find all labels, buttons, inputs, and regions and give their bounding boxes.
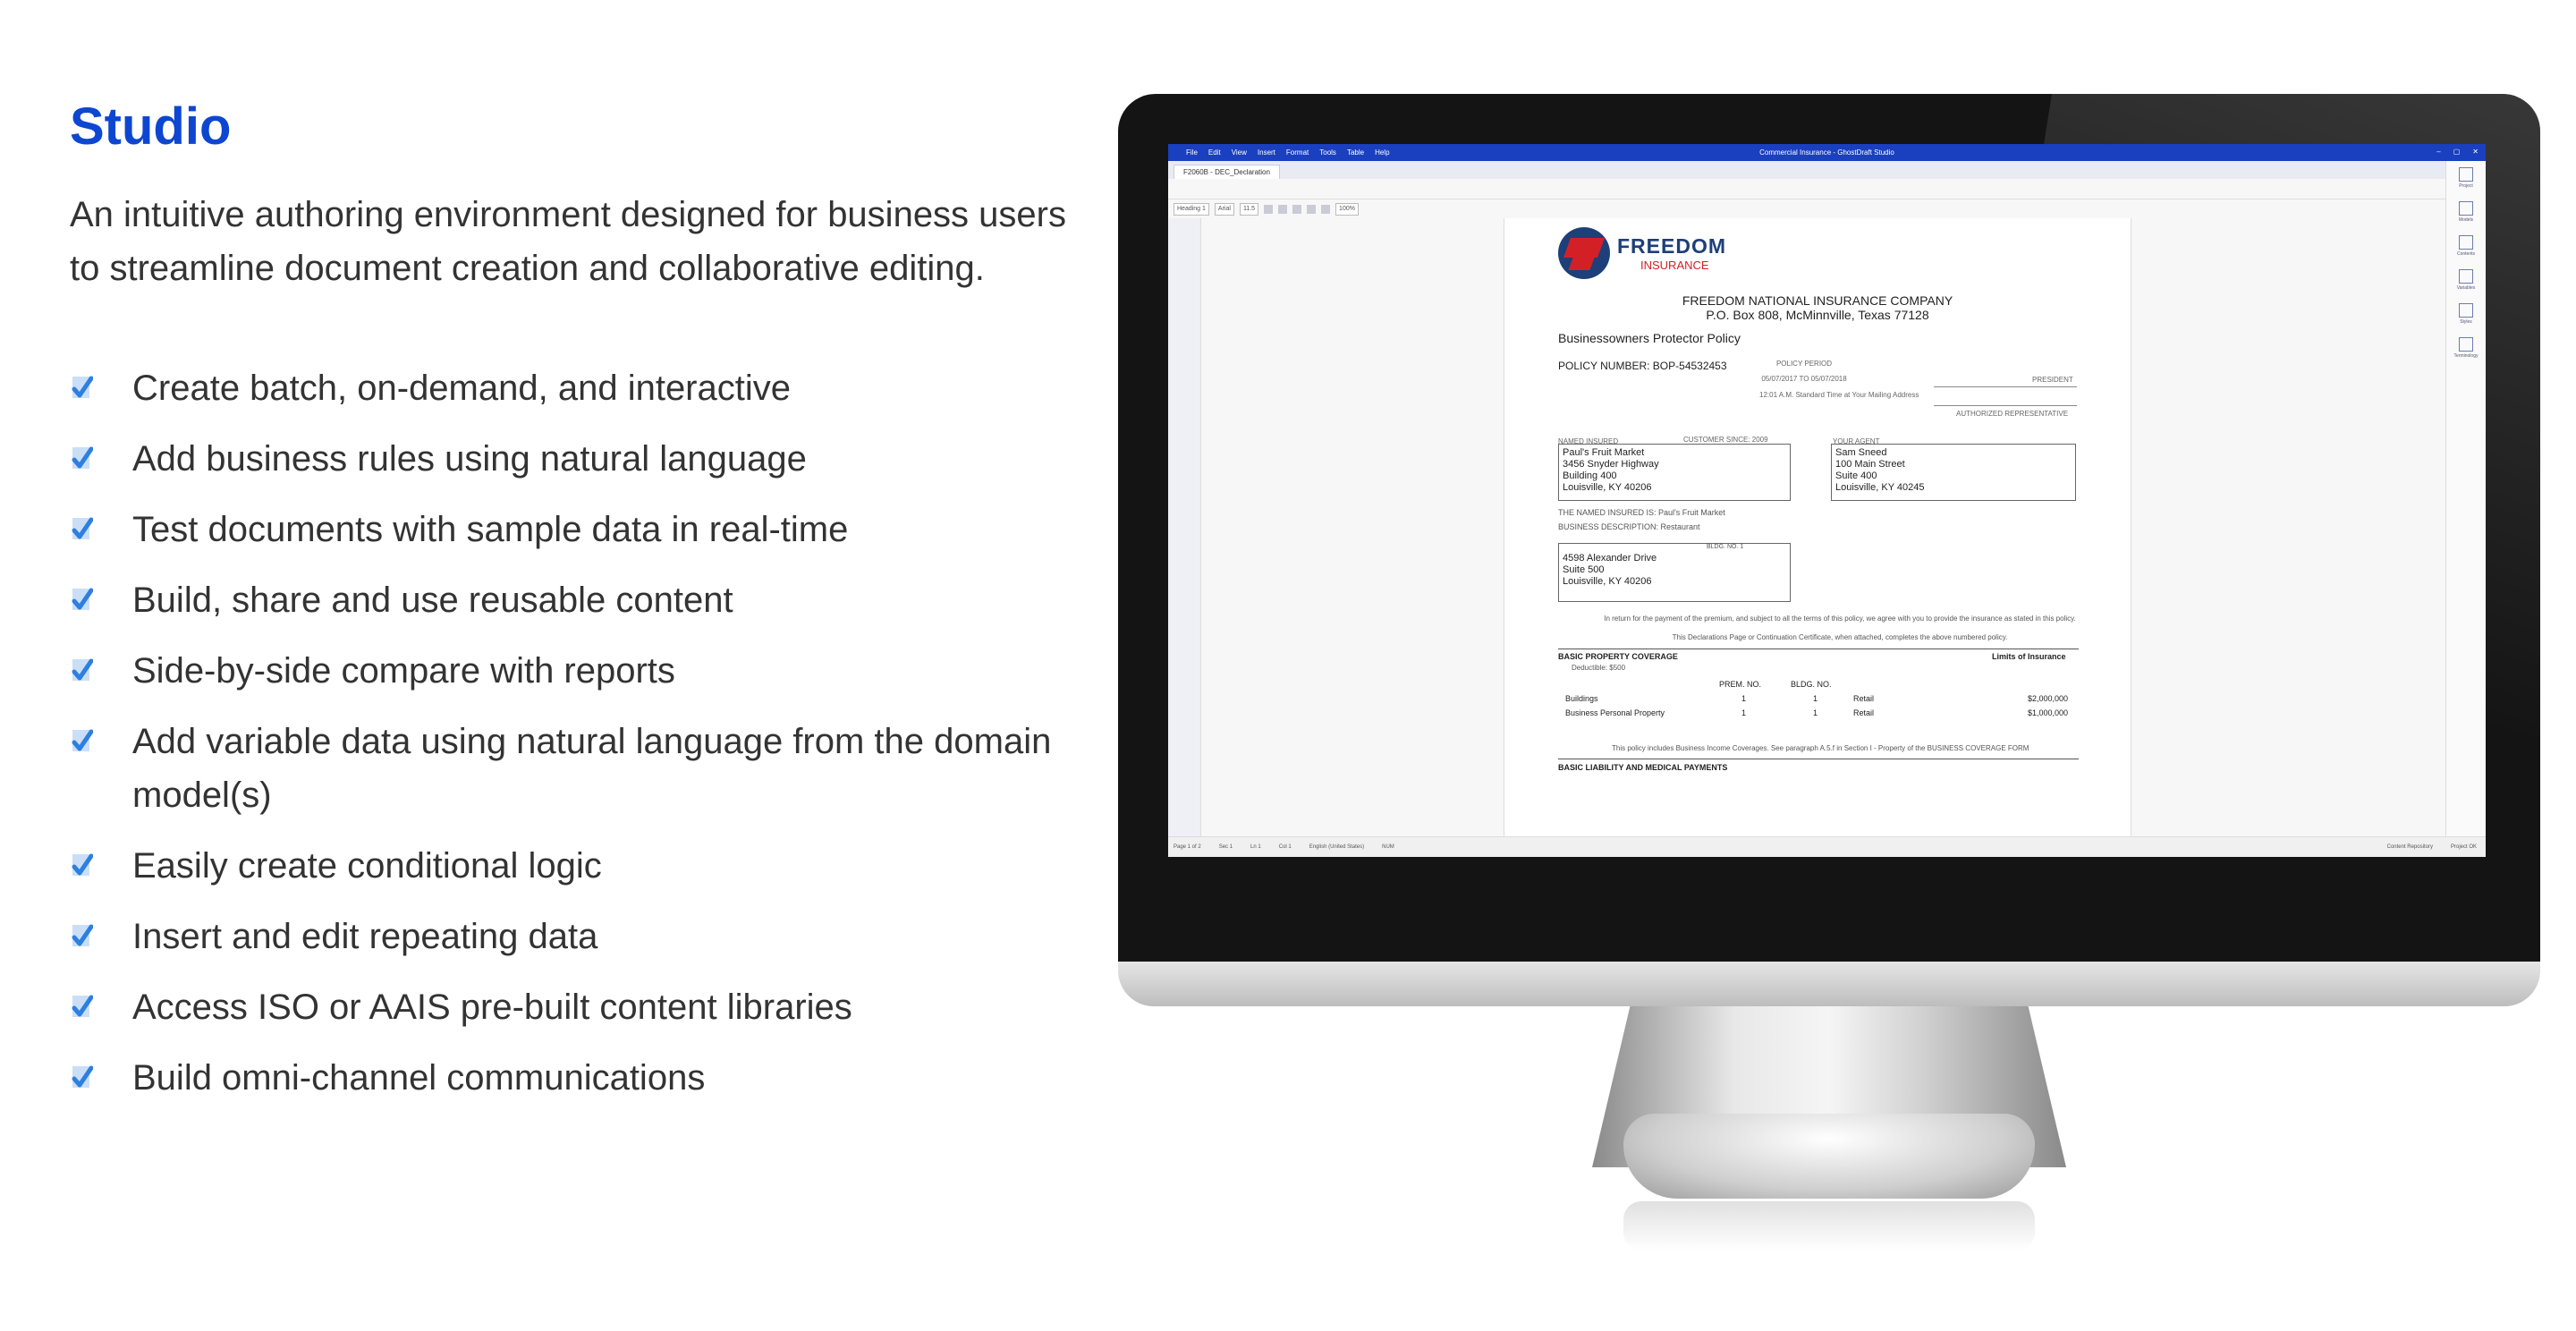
document-page[interactable] bbox=[1504, 218, 2131, 837]
status-col: Col 1 bbox=[1278, 844, 1292, 850]
feature-item bbox=[70, 432, 1072, 486]
authorized-label: AUTHORIZED REPRESENTATIVE bbox=[1956, 410, 2069, 418]
rail-label: Project bbox=[2459, 183, 2473, 189]
right-panel-rail bbox=[2445, 161, 2486, 837]
agent-line: Suite 400 bbox=[1835, 471, 1877, 481]
intro-text: An intuitive authoring environment designed for business users to streamline document creation and collaborative editing. bbox=[70, 194, 1066, 288]
checkmark-icon bbox=[70, 980, 132, 1034]
tab-document[interactable]: F2060B - DEC_Declaration bbox=[1174, 165, 1280, 179]
checkmark-icon bbox=[70, 715, 132, 768]
company-address: P.O. Box 808, McMinnville, Texas 77128 bbox=[1706, 308, 1929, 322]
feature-text: Insert and edit repeating data bbox=[132, 916, 598, 956]
rail-item-variables[interactable] bbox=[2446, 263, 2486, 297]
coverage-prem: 1 bbox=[1741, 708, 1747, 717]
feature-text: Add variable data using natural language from the domain model(s) bbox=[132, 721, 1052, 815]
feature-item bbox=[70, 644, 1072, 698]
monitor-bezel bbox=[1118, 94, 2540, 962]
italic-icon[interactable] bbox=[1278, 205, 1287, 214]
insured-address-box bbox=[1558, 444, 1791, 501]
coverage-name: Buildings bbox=[1565, 694, 1598, 703]
page-title: Studio bbox=[70, 97, 232, 156]
title-bar bbox=[1168, 144, 2486, 161]
rail-label: Terminology bbox=[2453, 353, 2479, 359]
menu-item-tools[interactable]: Tools bbox=[1319, 148, 1336, 157]
feature-text: Access ISO or AAIS pre-built content libraries bbox=[132, 987, 852, 1027]
feature-item bbox=[70, 980, 1072, 1034]
rail-icon bbox=[2459, 303, 2473, 318]
standard-time: 12:01 A.M. Standard Time at Your Mailing Address bbox=[1759, 391, 1919, 399]
checkmark-icon bbox=[70, 839, 132, 893]
rail-icon bbox=[2459, 269, 2473, 284]
bold-icon[interactable] bbox=[1264, 205, 1273, 214]
window-controls bbox=[2436, 148, 2479, 156]
vertical-ruler bbox=[1168, 218, 1201, 837]
policy-number: POLICY NUMBER: BOP-54532453 bbox=[1558, 360, 1727, 372]
status-sec: Sec 1 bbox=[1218, 844, 1233, 850]
insured-line: Paul's Fruit Market bbox=[1563, 447, 1645, 458]
menu-item-view[interactable]: View bbox=[1231, 148, 1247, 157]
rail-icon bbox=[2459, 337, 2473, 352]
feature-item bbox=[70, 910, 1072, 963]
minimize-icon[interactable]: – bbox=[2436, 148, 2441, 156]
toolbar-formatting bbox=[1168, 199, 2486, 220]
location-line: Louisville, KY 40206 bbox=[1563, 576, 1652, 587]
coverage-type: Retail bbox=[1853, 708, 1875, 717]
feature-text: Build omni-channel communications bbox=[132, 1057, 706, 1098]
coverage-name: Business Personal Property bbox=[1565, 708, 1665, 717]
feature-text: Build, share and use reusable content bbox=[132, 580, 733, 620]
agent-line: Louisville, KY 40245 bbox=[1835, 482, 1925, 493]
feature-item bbox=[70, 1051, 1072, 1105]
feature-item bbox=[70, 503, 1072, 556]
checkmark-icon bbox=[70, 503, 132, 556]
policy-period-label: POLICY PERIOD bbox=[1775, 360, 1833, 368]
status-page: Page 1 of 2 bbox=[1174, 844, 1201, 850]
align-left-icon[interactable] bbox=[1307, 205, 1316, 214]
coverage-type: Retail bbox=[1853, 694, 1875, 703]
status-project[interactable]: Project OK bbox=[2450, 844, 2477, 850]
menu-item-file[interactable]: File bbox=[1186, 148, 1198, 157]
coverage-limit: $1,000,000 bbox=[2028, 708, 2069, 717]
status-repository[interactable]: Content Repository bbox=[2386, 844, 2433, 850]
logo-mark-icon bbox=[1558, 227, 1610, 279]
agent-line: 100 Main Street bbox=[1835, 459, 1905, 470]
agent-line: Sam Sneed bbox=[1835, 447, 1887, 458]
checkmark-icon bbox=[70, 644, 132, 698]
coverage-limit: $2,000,000 bbox=[2028, 694, 2069, 703]
basic-liability-heading: BASIC LIABILITY AND MEDICAL PAYMENTS bbox=[1558, 763, 1728, 772]
feature-text: Easily create conditional logic bbox=[132, 845, 602, 886]
align-center-icon[interactable] bbox=[1321, 205, 1330, 214]
editor-area bbox=[1168, 218, 2446, 837]
your-agent-label: YOUR AGENT bbox=[1833, 437, 1880, 445]
basic-property-heading: BASIC PROPERTY COVERAGE bbox=[1558, 652, 1678, 661]
feature-text: Side-by-side compare with reports bbox=[132, 650, 675, 691]
income-note: This policy includes Business Income Coverages. See paragraph A.5.f in Section I - Property of the BUSINESS COVERAGE FORM bbox=[1612, 744, 2029, 752]
toolbar-primary bbox=[1168, 179, 2486, 199]
rail-item-project[interactable] bbox=[2446, 161, 2486, 195]
checkmark-icon bbox=[70, 910, 132, 963]
policy-title: Businessowners Protector Policy bbox=[1558, 331, 1741, 345]
limits-heading: Limits of Insurance bbox=[1992, 652, 2066, 661]
logo-subtitle: INSURANCE bbox=[1640, 259, 1709, 272]
style-select[interactable]: Heading 1 bbox=[1174, 203, 1209, 216]
checkmark-icon bbox=[70, 573, 132, 627]
insured-line: Building 400 bbox=[1563, 471, 1617, 481]
company-name: FREEDOM NATIONAL INSURANCE COMPANY bbox=[1682, 293, 1953, 308]
status-ln: Ln 1 bbox=[1250, 844, 1261, 850]
checkmark-icon bbox=[70, 1051, 132, 1105]
feature-text: Test documents with sample data in real-time bbox=[132, 509, 849, 549]
customer-since: CUSTOMER SINCE: 2009 bbox=[1683, 436, 1768, 444]
window-title: Commercial Insurance - GhostDraft Studio bbox=[1759, 148, 1894, 157]
menu-item-table[interactable]: Table bbox=[1346, 148, 1365, 157]
rail-item-models[interactable] bbox=[2446, 195, 2486, 229]
prem-no-header: PREM. NO. bbox=[1719, 680, 1762, 689]
maximize-icon[interactable]: ▢ bbox=[2453, 148, 2461, 156]
bldg-no-header: BLDG. NO. bbox=[1791, 680, 1832, 689]
logo-title: FREEDOM bbox=[1617, 234, 1726, 258]
declarations-text: This Declarations Page or Continuation Certificate, when attached, completes the above numbered policy. bbox=[1672, 633, 2008, 641]
agent-address-box bbox=[1831, 444, 2076, 501]
president-label: PRESIDENT bbox=[2032, 376, 2073, 384]
feature-item bbox=[70, 573, 1072, 627]
rail-item-contents[interactable] bbox=[2446, 229, 2486, 263]
feature-item bbox=[70, 361, 1072, 415]
feature-item bbox=[70, 839, 1072, 893]
business-description: BUSINESS DESCRIPTION: Restaurant bbox=[1558, 522, 1700, 531]
coverage-bldg: 1 bbox=[1813, 708, 1818, 717]
rail-label: Models bbox=[2458, 217, 2474, 223]
app-screen bbox=[1168, 144, 2486, 857]
location-box bbox=[1558, 543, 1791, 602]
insured-line: 3456 Snyder Highway bbox=[1563, 459, 1659, 470]
checkmark-icon bbox=[70, 432, 132, 486]
location-line: 4598 Alexander Drive bbox=[1563, 553, 1657, 564]
deductible: Deductible: $500 bbox=[1572, 664, 1626, 672]
status-language: English (United States) bbox=[1309, 844, 1365, 850]
size-select[interactable]: 11.5 bbox=[1240, 203, 1258, 216]
checkmark-icon bbox=[70, 361, 132, 415]
rail-icon bbox=[2459, 167, 2473, 182]
rail-label: Contents bbox=[2456, 251, 2475, 257]
monitor-base bbox=[1623, 1114, 2035, 1199]
feature-text: Create batch, on-demand, and interactive bbox=[132, 368, 791, 408]
menu-item-insert[interactable]: Insert bbox=[1257, 148, 1275, 157]
document-tabs bbox=[1168, 161, 2486, 179]
monitor-chin bbox=[1118, 962, 2540, 1006]
named-insured-label: NAMED INSURED bbox=[1558, 437, 1619, 445]
rail-icon bbox=[2459, 201, 2473, 216]
policy-period: 05/07/2017 TO 05/07/2018 bbox=[1761, 375, 1847, 383]
coverage-bldg: 1 bbox=[1813, 694, 1818, 703]
insured-line: Louisville, KY 40206 bbox=[1563, 482, 1652, 493]
feature-list bbox=[70, 361, 1072, 1105]
rail-label: Styles bbox=[2460, 319, 2472, 325]
underline-icon[interactable] bbox=[1292, 205, 1301, 214]
rail-icon bbox=[2459, 235, 2473, 250]
menu-item-edit[interactable]: Edit bbox=[1208, 148, 1221, 157]
menu-item-help[interactable]: Help bbox=[1375, 148, 1390, 157]
company-logo bbox=[1558, 227, 1726, 279]
rail-label: Variables bbox=[2456, 285, 2476, 291]
feature-panel bbox=[70, 98, 1072, 1122]
feature-item bbox=[70, 715, 1072, 822]
font-select[interactable]: Arial bbox=[1215, 203, 1234, 216]
menu-item-format[interactable]: Format bbox=[1285, 148, 1309, 157]
premium-text: In return for the payment of the premium, and subject to all the terms of this policy, we agree with you to provide the insurance as stated in this policy. bbox=[1604, 615, 2076, 623]
zoom-select[interactable]: 100% bbox=[1335, 203, 1359, 216]
rail-item-terminology[interactable] bbox=[2446, 331, 2486, 365]
rail-item-styles[interactable] bbox=[2446, 297, 2486, 331]
bldg-label: BLDG. NO. 1 bbox=[1707, 544, 1744, 550]
location-line: Suite 500 bbox=[1563, 564, 1605, 575]
status-mode: NUM bbox=[1382, 844, 1394, 850]
status-bar bbox=[1168, 836, 2486, 857]
monitor-illustration bbox=[1118, 94, 2540, 1257]
feature-text: Add business rules using natural language bbox=[132, 438, 807, 479]
close-icon[interactable]: ✕ bbox=[2472, 148, 2479, 156]
coverage-prem: 1 bbox=[1741, 694, 1747, 703]
named-insured-is: THE NAMED INSURED IS: Paul's Fruit Market bbox=[1558, 508, 1725, 517]
